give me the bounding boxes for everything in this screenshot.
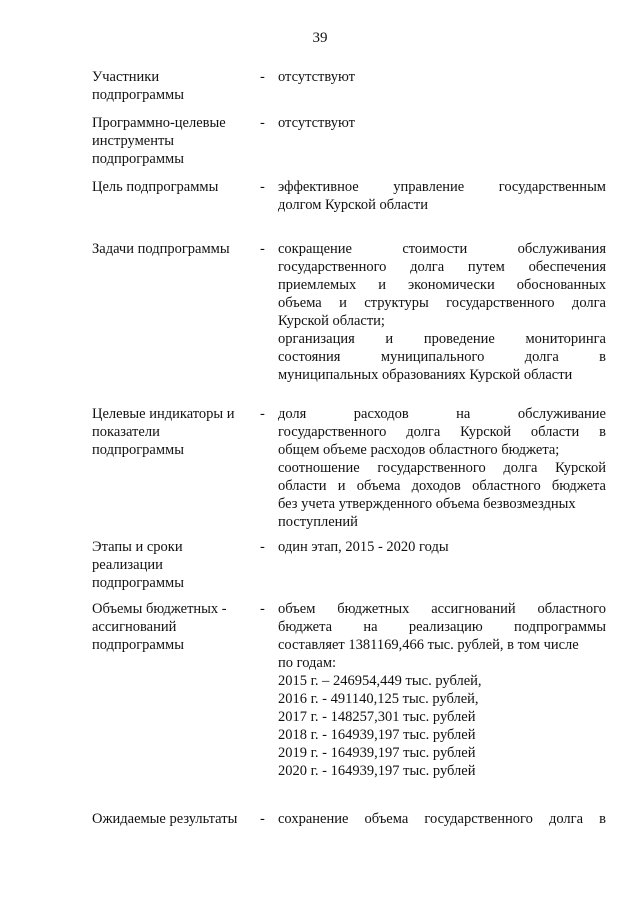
row-label-line: подпрограммы	[92, 575, 184, 591]
row-dash: -	[260, 69, 265, 85]
row-label-line: подпрограммы	[92, 637, 184, 653]
row-dash: -	[260, 811, 265, 827]
row-value-line: отсутствуют	[278, 69, 355, 85]
row-value-line: 2016 г. - 491140,125 тыс. рублей,	[278, 691, 479, 707]
row-value-line: объема и структуры государственного долга	[278, 295, 606, 311]
row-label-line: Объемы бюджетных -	[92, 601, 227, 617]
row-label	[92, 600, 250, 654]
row-label-line: реализации	[92, 557, 163, 573]
row-label-line: Цель подпрограммы	[92, 179, 219, 195]
row-label-line: подпрограммы	[92, 442, 184, 458]
row-dash: -	[260, 115, 265, 131]
row-dash: -	[260, 601, 265, 617]
row-value-line: государственного долга путем обеспечения	[278, 259, 606, 275]
row-value-line: соотношение государственного долга Курской	[278, 460, 606, 476]
row-label	[92, 810, 250, 828]
row-value-line: состояния муниципального долга в	[278, 349, 606, 365]
row-value	[278, 114, 606, 132]
row-value-line: один этап, 2015 - 2020 годы	[278, 539, 449, 555]
row-label-line: Задачи подпрограммы	[92, 241, 230, 257]
row-value	[278, 538, 606, 556]
row-dash: -	[260, 241, 265, 257]
row-value	[278, 68, 606, 86]
row-label-line: подпрограммы	[92, 151, 184, 167]
row-value-line: поступлений	[278, 514, 358, 530]
page-number: 39	[312, 30, 328, 46]
row-value-line: сохранение объема государственного долга в	[278, 811, 606, 827]
row-value-line: 2019 г. - 164939,197 тыс. рублей	[278, 745, 476, 761]
row-label-line: Участники	[92, 69, 160, 85]
row-value-line: объем бюджетных ассигнований областного	[278, 601, 606, 617]
row-value-line: 2017 г. - 148257,301 тыс. рублей	[278, 709, 476, 725]
row-value-line: Курской области;	[278, 313, 385, 329]
row-dash: -	[260, 406, 265, 422]
row-value-line: 2020 г. - 164939,197 тыс. рублей	[278, 763, 476, 779]
row-value-line: государственного долга Курской области в	[278, 424, 606, 440]
row-value	[278, 240, 606, 384]
row-value-line: без учета утвержденного объема безвозмездных	[278, 496, 576, 512]
row-value-line: муниципальных образованиях Курской области	[278, 367, 573, 383]
row-value-line: отсутствуют	[278, 115, 355, 131]
row-label-line: подпрограммы	[92, 87, 184, 103]
row-value-line: 2018 г. - 164939,197 тыс. рублей	[278, 727, 476, 743]
row-label	[92, 68, 250, 104]
row-value-line: бюджета на реализацию подпрограммы	[278, 619, 606, 635]
row-dash: -	[260, 539, 265, 555]
row-value	[278, 600, 606, 780]
row-label	[92, 178, 250, 196]
row-label	[92, 114, 250, 168]
row-label-line: ассигнований	[92, 619, 177, 635]
row-label	[92, 405, 250, 459]
row-label	[92, 240, 250, 258]
row-label	[92, 538, 250, 592]
row-value-line: общем объеме расходов областного бюджета;	[278, 442, 560, 458]
row-value-line: организация и проведение мониторинга	[278, 331, 606, 347]
row-value-line: 2015 г. – 246954,449 тыс. рублей,	[278, 673, 482, 689]
row-label-line: Целевые индикаторы и	[92, 406, 235, 422]
row-value	[278, 178, 606, 214]
row-value	[278, 810, 606, 828]
row-value-line: долгом Курской области	[278, 197, 428, 213]
row-value	[278, 405, 606, 531]
row-dash: -	[260, 179, 265, 195]
row-label-line: показатели	[92, 424, 160, 440]
row-value-line: эффективное управление государственным	[278, 179, 606, 195]
row-value-line: составляет 1381169,466 тыс. рублей, в том числе	[278, 637, 579, 653]
row-label-line: Программно-целевые	[92, 115, 226, 131]
row-label-line: инструменты	[92, 133, 175, 149]
row-label-line: Ожидаемые результаты	[92, 811, 238, 827]
row-value-line: приемлемых и экономически обоснованных	[278, 277, 606, 293]
row-value-line: доля расходов на обслуживание	[278, 406, 606, 422]
row-label-line: Этапы и сроки	[92, 539, 183, 555]
row-value-line: области и объема доходов областного бюджета	[278, 478, 606, 494]
row-value-line: по годам:	[278, 655, 337, 671]
row-value-line: сокращение стоимости обслуживания	[278, 241, 606, 257]
